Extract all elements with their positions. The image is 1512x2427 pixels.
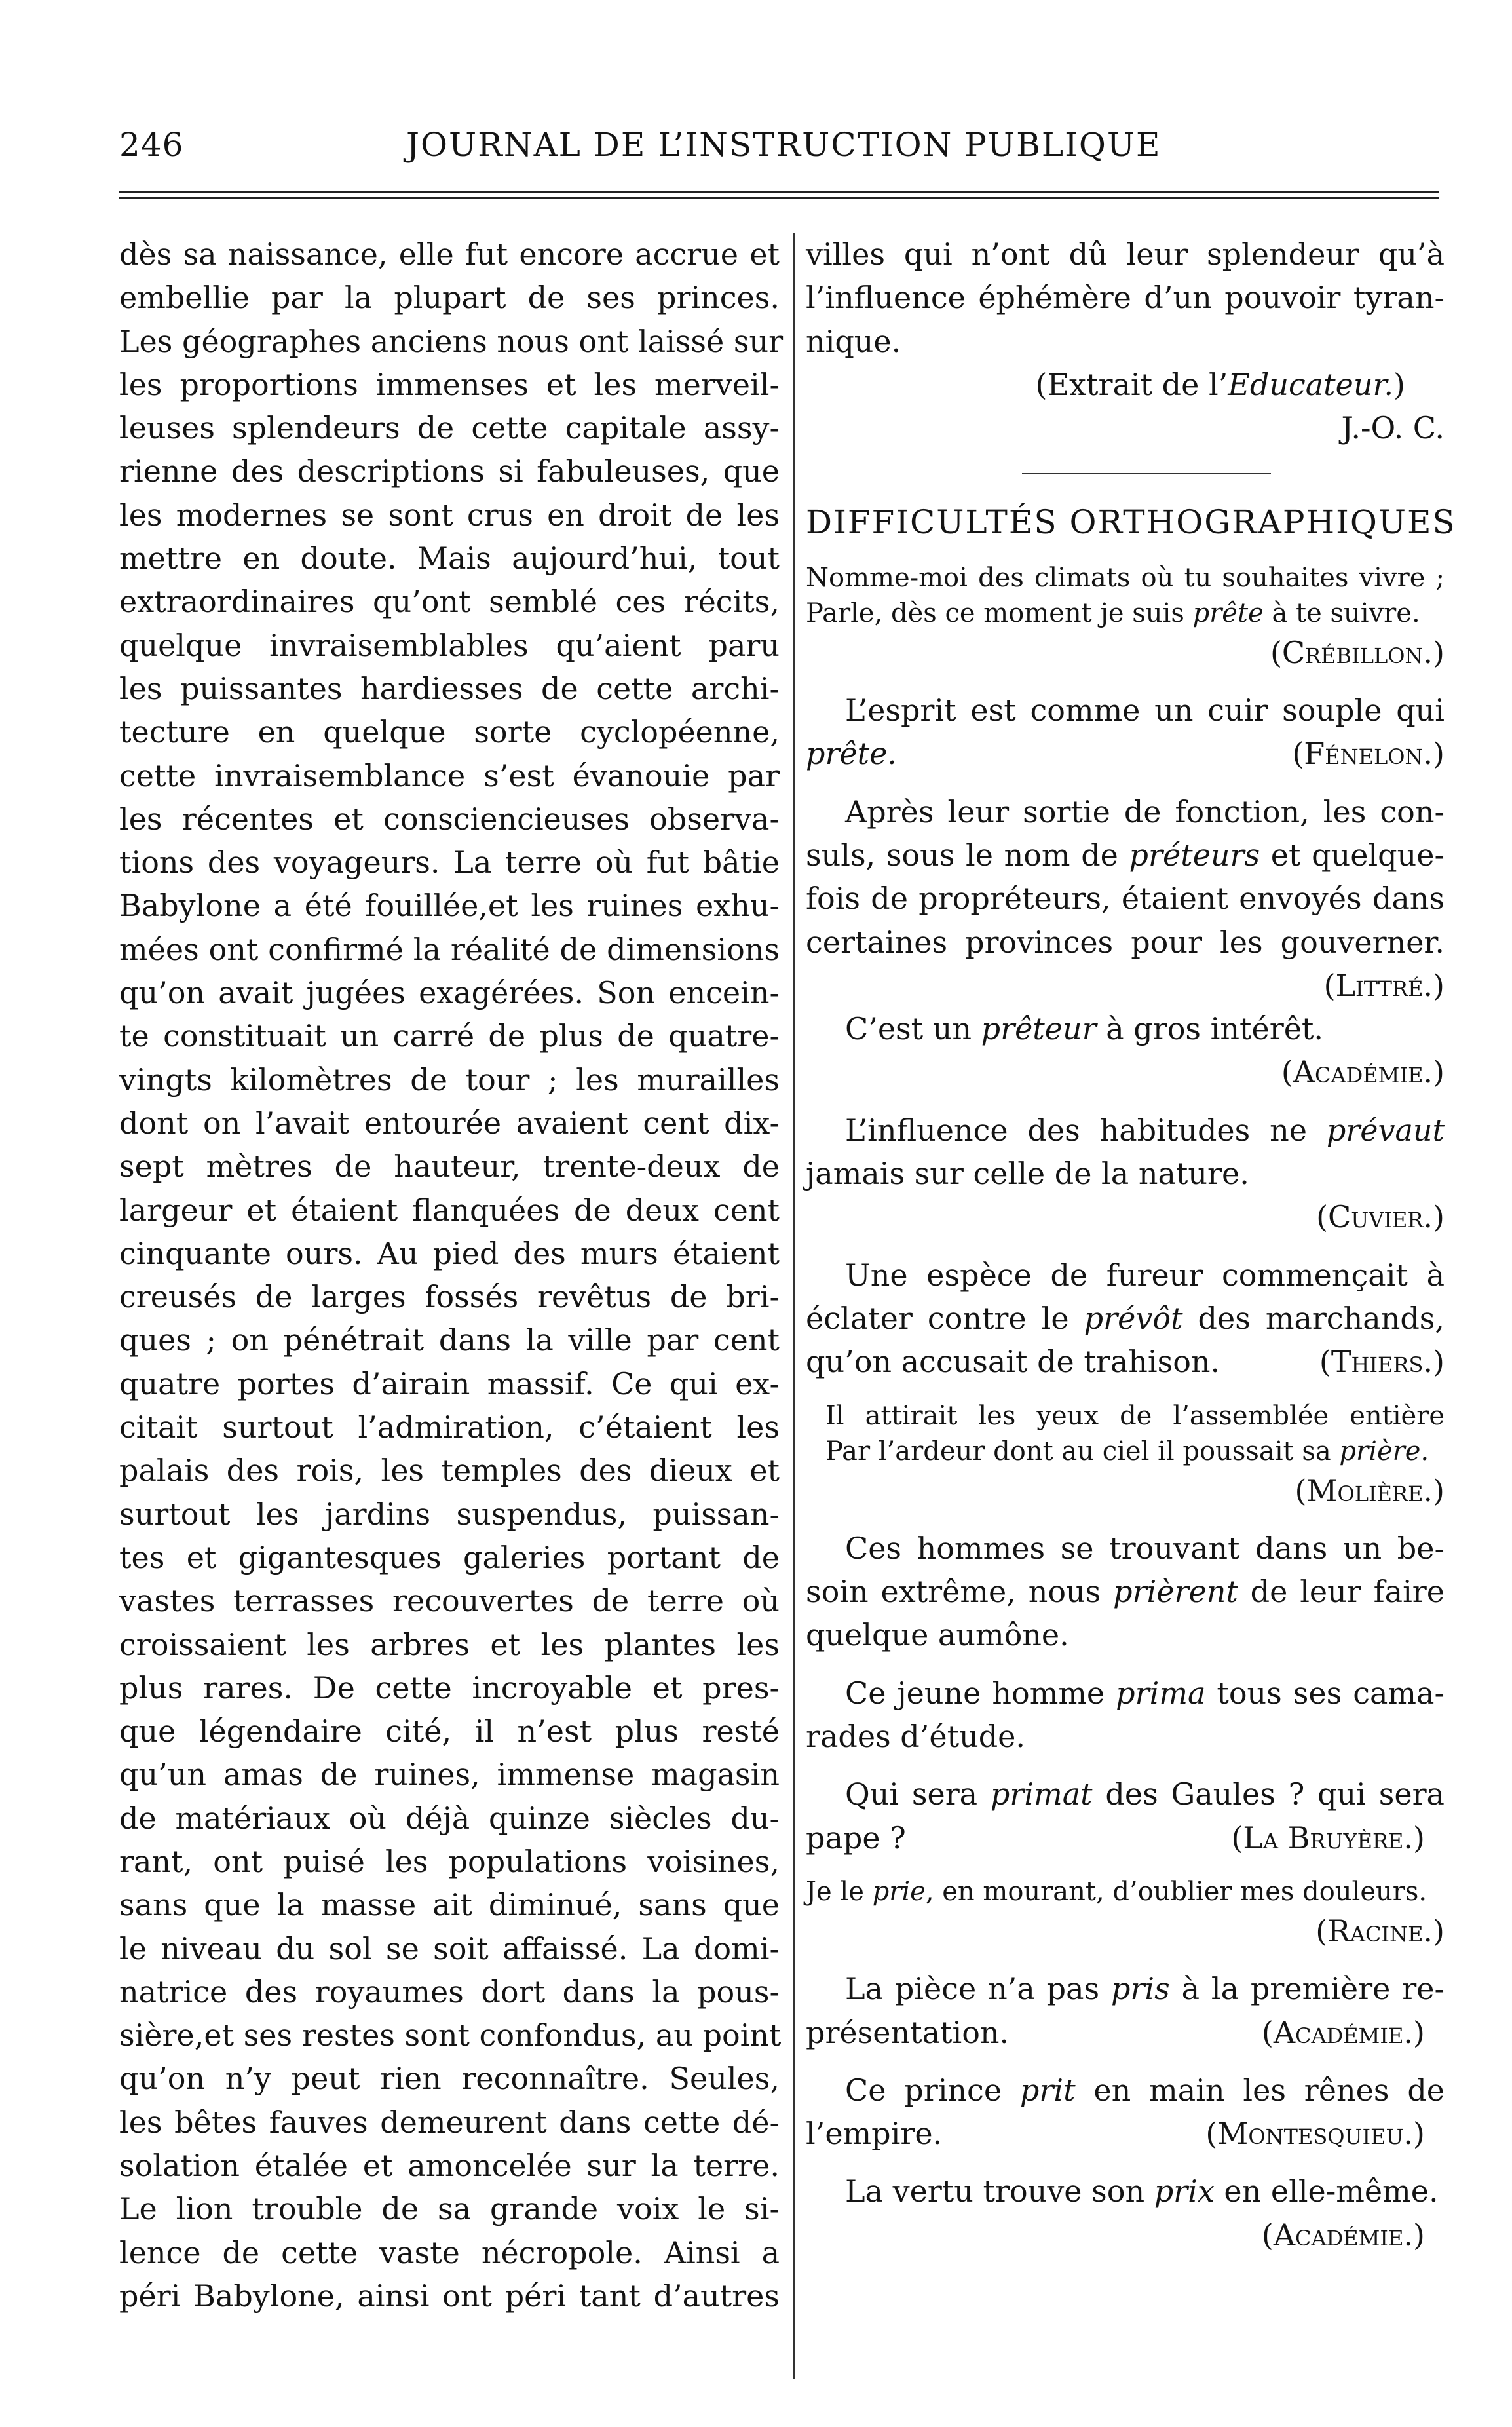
example-line: soin extrême, nous prièrent de leur faire xyxy=(806,1574,1445,1610)
example-line: Il attirait les yeux de l’assemblée entière xyxy=(825,1400,1445,1431)
text-line: villes qui n’ont dû leur splendeur qu’à xyxy=(806,237,1445,272)
text-line: sept mètres de hauteur, trente-deux de xyxy=(119,1149,780,1185)
text-line: qu’on n’y peut rien reconnaître. Seules, xyxy=(119,2061,780,2097)
text-line: sière,et ses restes sont confondus, au point xyxy=(119,2017,782,2054)
text-line: l’influence éphémère d’un pouvoir tyran- xyxy=(806,280,1445,316)
attribution: (Molière.) xyxy=(1295,1472,1445,1508)
source-suffix: ) xyxy=(1393,366,1405,402)
text-line: les bêtes fauves demeurent dans cette dé- xyxy=(119,2104,780,2140)
example-line: Nomme-moi des climats où tu souhaites vivre ; xyxy=(806,562,1445,593)
example-line: L’influence des habitudes ne prévaut xyxy=(845,1112,1445,1148)
text-line: Le lion trouble de sa grande voix le si- xyxy=(119,2191,780,2227)
text-line: Les géographes anciens nous ont laissé sur xyxy=(119,323,784,359)
page-number: 246 xyxy=(119,126,184,164)
text-line: quelque invraisemblables qu’aient paru xyxy=(119,627,780,663)
column-separator xyxy=(793,233,795,2379)
left-column xyxy=(119,233,784,2318)
text-line: te constituait un carré de plus de quatre- xyxy=(119,1018,780,1054)
text-line: tecture en quelque sorte cyclopéenne, xyxy=(119,714,780,750)
example-line: Ce prince prit en main les rênes de xyxy=(845,2072,1445,2108)
example-line: qu’on accusait de trahison. (Thiers.) xyxy=(806,1340,1445,1383)
example-line: Parle, dès ce moment je suis prête à te suivre. xyxy=(806,598,1420,628)
text-line: cinquante ours. Au pied des murs étaient xyxy=(119,1235,780,1271)
example-line: quelque aumône. xyxy=(806,1617,1069,1653)
text-line: péri Babylone, ainsi ont péri tant d’autres xyxy=(119,2278,780,2314)
attribution: (Littré.) xyxy=(1323,967,1445,1003)
section-title: DIFFICULTÉS ORTHOGRAPHIQUES xyxy=(806,503,1456,542)
text-line: ques ; on pénétrait dans la ville par cent xyxy=(119,1322,780,1358)
text-line: plus rares. De cette incroyable et pres- xyxy=(119,1670,780,1706)
attribution: (La Bruyère.) xyxy=(1231,1820,1425,1856)
text-line: rienne des descriptions si fabuleuses, que xyxy=(119,453,780,489)
text-line: les proportions immenses et les merveil- xyxy=(119,366,780,402)
text-line: palais des rois, les temples des dieux et xyxy=(119,1453,780,1489)
attribution: (Racine.) xyxy=(1315,1913,1445,1949)
example-line: Ce jeune homme prima tous ses cama- xyxy=(845,1675,1445,1711)
text-line: les puissantes hardiesses de cette archi- xyxy=(119,670,780,706)
example-line: Ces hommes se trouvant dans un be- xyxy=(845,1530,1445,1566)
example-line: C’est un prêteur à gros intérêt. xyxy=(845,1011,1324,1047)
attribution: (Académie.) xyxy=(1261,2014,1425,2050)
example-line: La pièce n’a pas pris à la première re- xyxy=(845,1971,1445,2007)
text-line: rant, ont puisé les populations voisines, xyxy=(119,1843,780,1879)
text-line: cette invraisemblance s’est évanouie par xyxy=(119,757,780,793)
example-line: Par l’ardeur dont au ciel il poussait sa prière. xyxy=(825,1436,1429,1466)
example-line: éclater contre le prévôt des marchands, xyxy=(806,1300,1445,1336)
text-line: mées ont confirmé la réalité de dimensions xyxy=(119,931,780,967)
example-line: L’esprit est comme un cuir souple qui xyxy=(845,693,1445,729)
text-line: dont on l’avait entourée avaient cent dix- xyxy=(119,1105,780,1141)
text-line: sans que la masse ait diminué, sans que xyxy=(119,1887,780,1923)
text-line: citait surtout l’admiration, c’étaient les xyxy=(119,1409,780,1445)
text-line: croissaient les arbres et les plantes les xyxy=(119,1626,780,1662)
text-line: tes et gigantesques galeries portant de xyxy=(119,1539,780,1575)
text-line: leuses splendeurs de cette capitale assy- xyxy=(119,410,780,446)
text-line: qu’un amas de ruines, immense magasin xyxy=(119,1757,780,1793)
right-column xyxy=(806,233,1456,2257)
source-credit xyxy=(806,363,1445,406)
example-line: prête. (Fénelon.) xyxy=(806,732,1445,775)
example-line: présentation. (Académie.) xyxy=(806,2011,1445,2054)
example-line: l’empire. (Montesquieu.) xyxy=(806,2112,1445,2155)
text-line: lence de cette vaste nécropole. Ainsi a xyxy=(119,2234,780,2270)
text-line: les modernes se sont crus en droit de les xyxy=(119,497,780,533)
header-rule-thick xyxy=(119,191,1439,193)
example-line: La vertu trouve son prix en elle-même. xyxy=(845,2173,1439,2209)
attribution: (Thiers.) xyxy=(1319,1344,1445,1380)
text-line: Babylone a été fouillée,et les ruines exhu- xyxy=(119,888,780,924)
example-line: fois de propréteurs, étaient envoyés dans xyxy=(806,881,1445,917)
example-line: jamais sur celle de la nature. xyxy=(806,1156,1249,1192)
text-line: nique. xyxy=(806,323,901,359)
example-line: pape ? (La Bruyère.) xyxy=(806,1816,1445,1860)
example-line: Qui sera primat des Gaules ? qui sera xyxy=(845,1776,1445,1812)
attribution: (Fénelon.) xyxy=(1292,736,1445,772)
text-line: natrice des royaumes dort dans la pous- xyxy=(119,1974,780,2010)
example-line: rades d’étude. xyxy=(806,1719,1026,1755)
source-prefix: (Extrait de l’ xyxy=(1035,366,1228,402)
text-line: surtout les jardins suspendus, puissan- xyxy=(119,1496,780,1532)
example-line: certaines provinces pour les gouverner. xyxy=(806,924,1445,960)
attribution: (Académie.) xyxy=(1281,1054,1445,1090)
text-line: dès sa naissance, elle fut encore accrue et xyxy=(119,237,780,272)
text-line: mettre en doute. Mais aujourd’hui, tout xyxy=(119,541,780,577)
header-rule-thin xyxy=(119,197,1439,199)
text-line: quatre portes d’airain massif. Ce qui ex- xyxy=(119,1366,780,1402)
signature: J.-O. C. xyxy=(1341,410,1445,446)
text-line: que légendaire cité, il n’est plus resté xyxy=(119,1713,780,1749)
text-line: qu’on avait jugées exagérées. Son encein- xyxy=(119,975,780,1011)
text-line: tions des voyageurs. La terre où fut bâtie xyxy=(119,845,780,881)
text-line: embellie par la plupart de ses princes. xyxy=(119,280,780,316)
attribution: (Montesquieu.) xyxy=(1205,2116,1425,2152)
text-line: creusés de larges fossés revêtus de bri- xyxy=(119,1279,780,1315)
text-line: le niveau du sol se soit affaissé. La domi- xyxy=(119,1930,780,1966)
text-line: de matériaux où déjà quinze siècles du- xyxy=(119,1800,780,1836)
text-line: vingts kilomètres de tour ; les murailles xyxy=(119,1061,780,1098)
attribution: (Académie.) xyxy=(1261,2217,1425,2253)
attribution: (Crébillon.) xyxy=(1270,634,1445,670)
text-line: vastes terrasses recouvertes de terre où xyxy=(119,1583,780,1619)
example-line: Une espèce de fureur commençait à xyxy=(845,1257,1445,1293)
example-line: Après leur sortie de fonction, les con- xyxy=(845,793,1445,830)
running-title: JOURNAL DE L’INSTRUCTION PUBLIQUE xyxy=(406,126,1162,164)
text-line: solation étalée et amoncelée sur la terre. xyxy=(119,2148,780,2184)
example-line: Je le prie, en mourant, d’oublier mes douleurs. xyxy=(806,1876,1427,1907)
text-line: extraordinaires qu’ont semblé ces récits, xyxy=(119,584,780,620)
section-divider xyxy=(1022,473,1271,474)
text-line: les récentes et consciencieuses observa- xyxy=(119,801,780,837)
source-title: Educateur. xyxy=(1228,366,1394,402)
example-line: suls, sous le nom de préteurs et quelque- xyxy=(806,837,1445,873)
attribution: (Cuvier.) xyxy=(1316,1199,1445,1235)
text-line: largeur et étaient flanquées de deux cent xyxy=(119,1192,780,1228)
